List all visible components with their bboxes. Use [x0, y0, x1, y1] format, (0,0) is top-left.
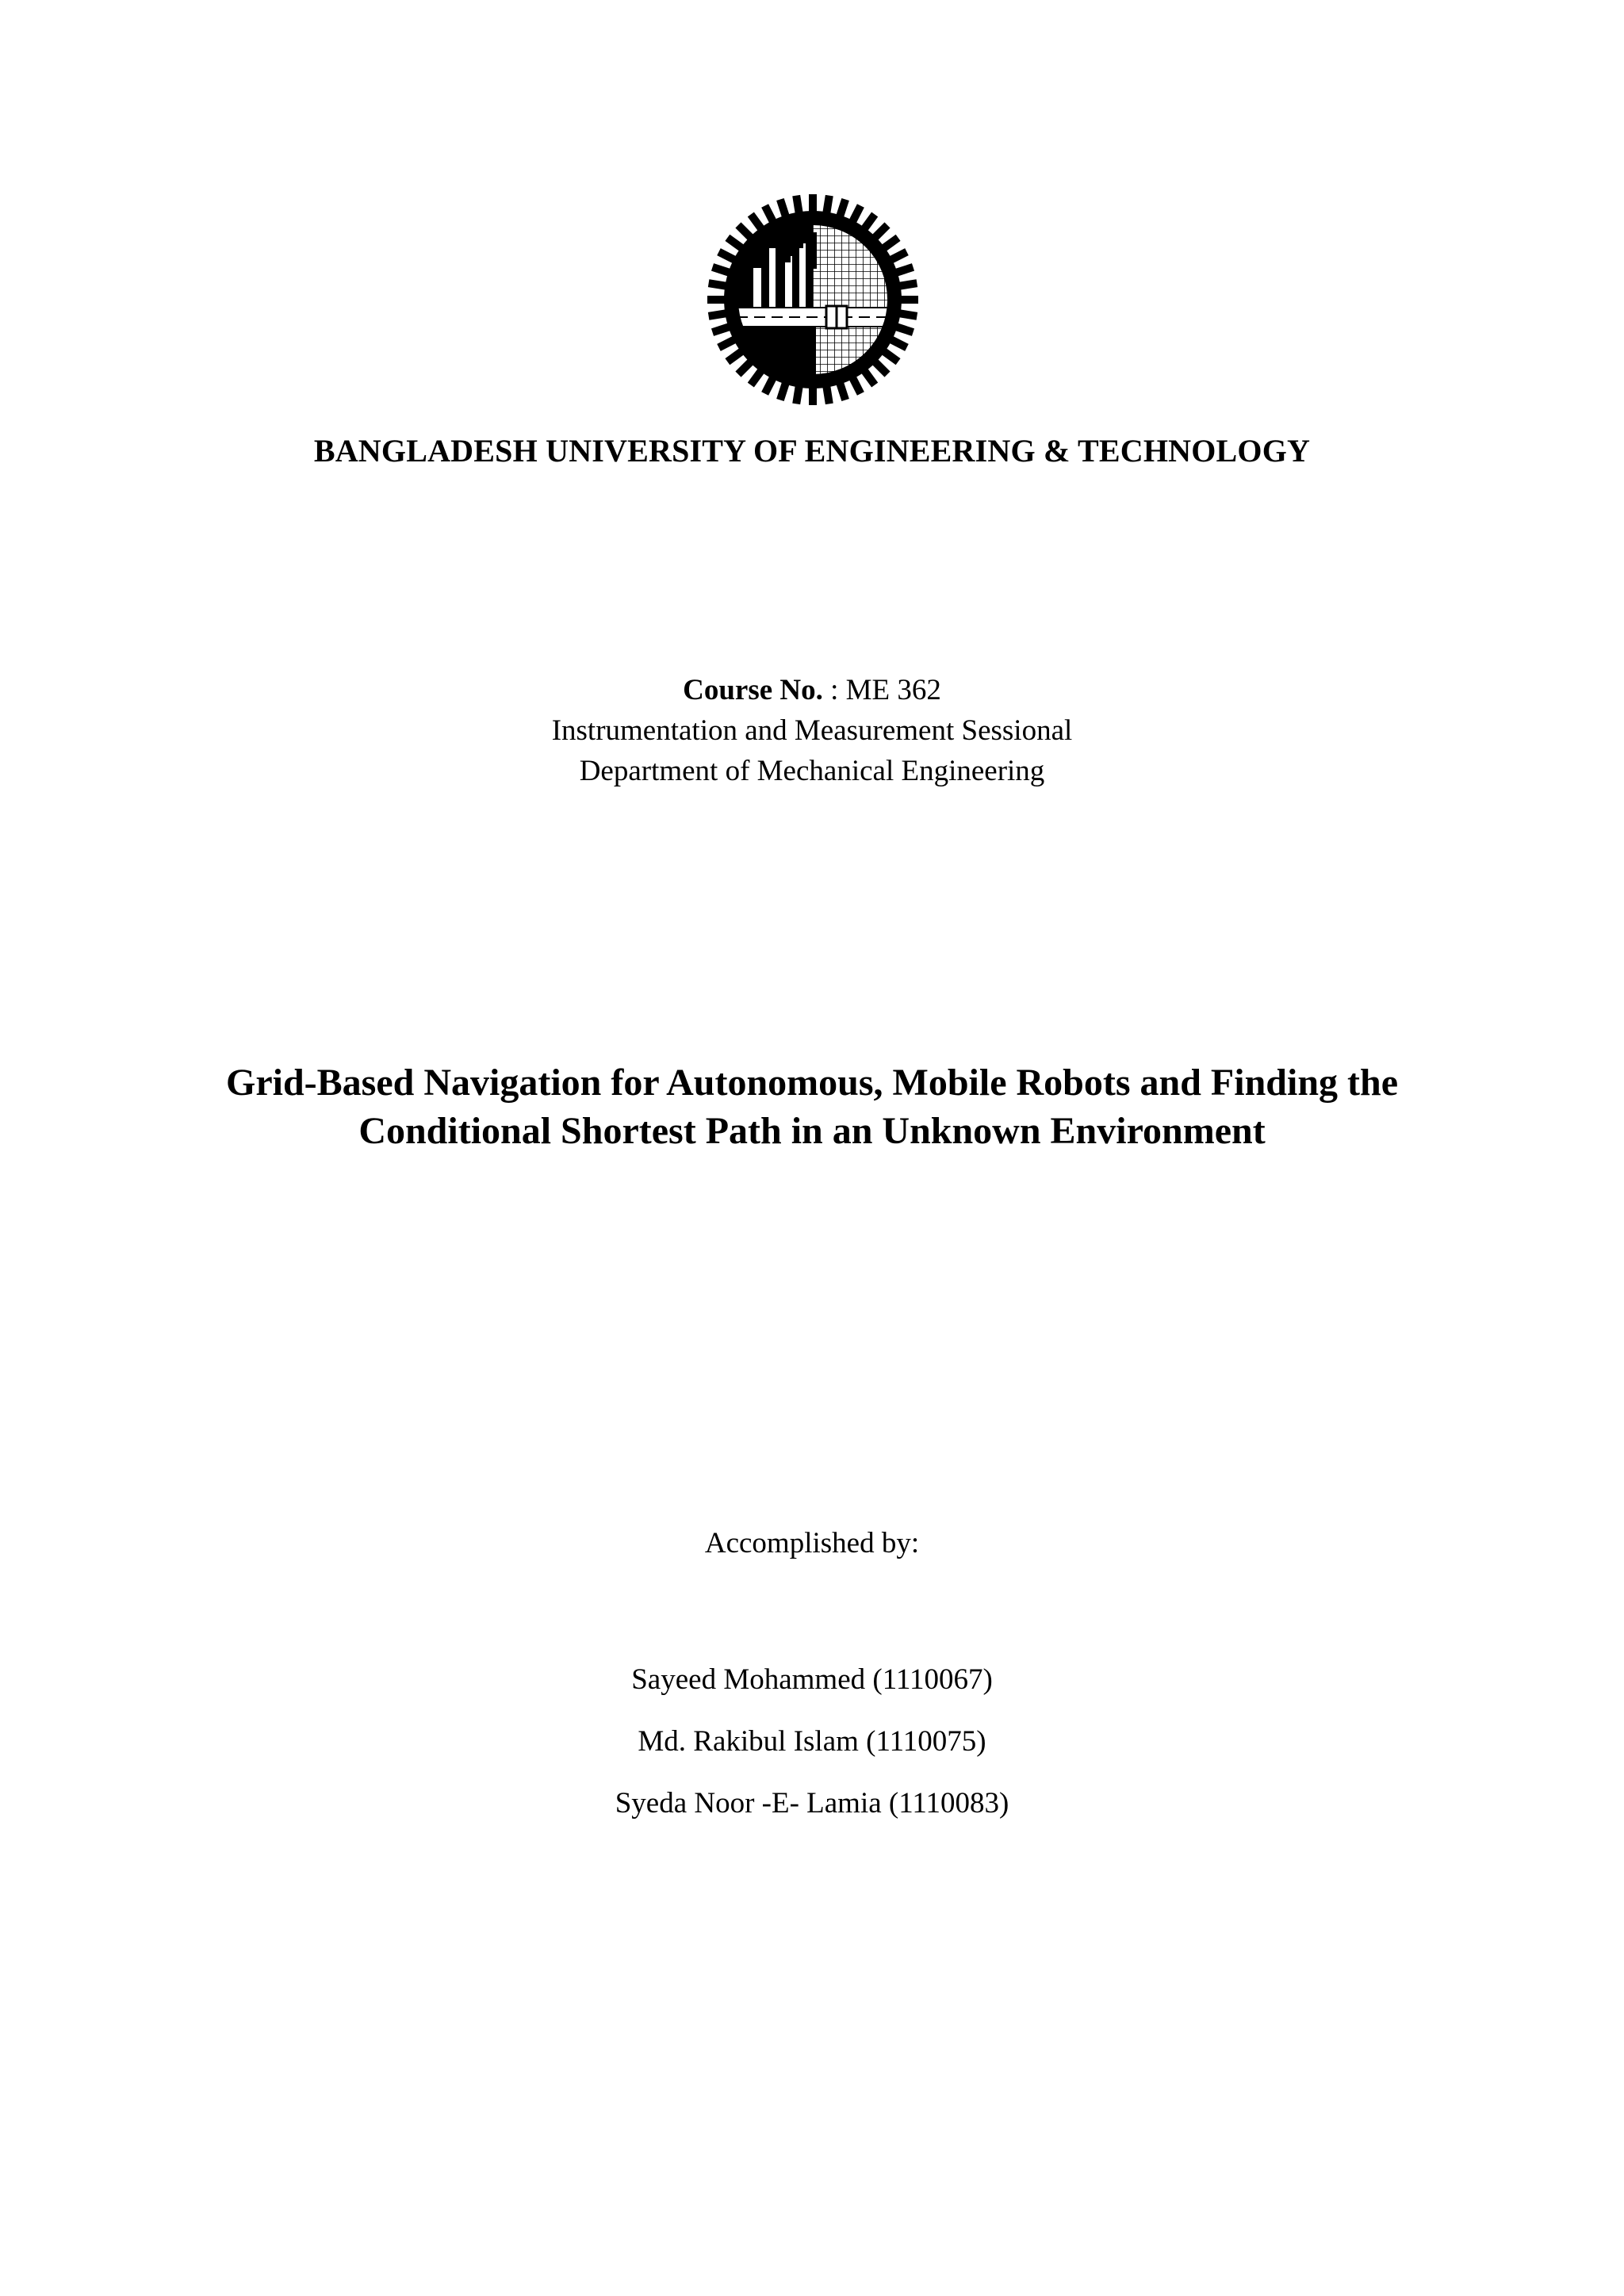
course-number-label: Course No.	[683, 674, 823, 706]
course-number-code: ME 362	[845, 674, 941, 706]
department-name: Department of Mechanical Engineering	[579, 755, 1045, 787]
author-name: Sayeed Mohammed (1110067)	[631, 1663, 993, 1696]
course-number-separator: :	[822, 674, 846, 706]
authors-list	[0, 1649, 1624, 1835]
course-number-line	[0, 670, 1624, 710]
author-name: Syeda Noor -E- Lamia (1110083)	[615, 1787, 1009, 1820]
authors-heading: Accomplished by:	[704, 1527, 920, 1559]
course-info	[0, 670, 1624, 791]
university-name: BANGLADESH UNIVERSITY OF ENGINEERING & TECHNOLOGY	[313, 433, 1311, 469]
author-name: Md. Rakibul Islam (1110075)	[638, 1725, 986, 1758]
report-title	[0, 1058, 1624, 1155]
course-name: Instrumentation and Measurement Sessional	[551, 714, 1073, 747]
report-title-line-1: Grid-Based Navigation for Autonomous, Mobile Robots and Finding the	[226, 1062, 1398, 1104]
university-seal-icon	[706, 193, 920, 407]
report-title-line-2: Conditional Shortest Path in an Unknown Environment	[358, 1110, 1266, 1152]
